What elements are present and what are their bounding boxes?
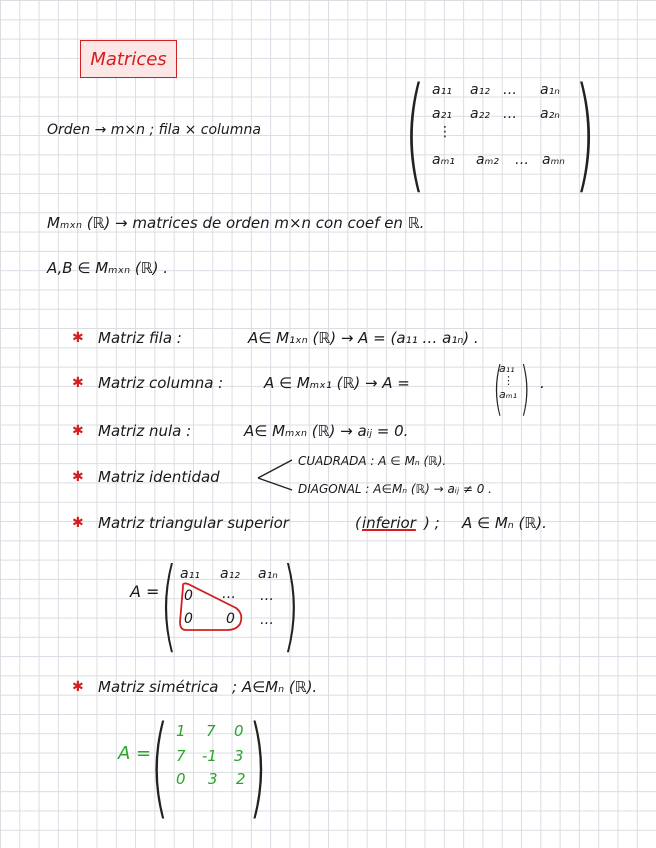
matrix-cell: a₂ₙ: [540, 106, 560, 122]
matrix-cell: 0: [226, 611, 235, 627]
general-matrix-right-paren: ): [574, 62, 596, 206]
identity-branch-down-line: [258, 478, 292, 490]
ab-line: A,B ∈ Mₘₓₙ (ℝ) .: [47, 259, 169, 277]
bullet-icon: ✱: [72, 423, 84, 439]
matrix-cell: …: [503, 106, 517, 122]
bullet-icon: ✱: [72, 679, 84, 695]
bullet-icon: ✱: [72, 469, 84, 485]
symmetric-left-paren: (: [150, 702, 170, 830]
page-title: Matrices: [90, 48, 167, 70]
symmetric-right-paren: ): [248, 702, 268, 830]
matrix-cell: …: [515, 152, 529, 168]
general-matrix-left-paren: (: [404, 62, 426, 206]
matrix-cell: 7: [176, 747, 186, 765]
paren-open: (: [355, 514, 361, 532]
column-vector-cell: ⋮: [503, 374, 514, 387]
matrix-cell: 0: [176, 770, 186, 788]
column-vector-right-paren: ): [520, 354, 531, 422]
matrix-cell: aₘₙ: [542, 152, 565, 168]
matrix-cell: 3: [208, 770, 218, 788]
triangle-highlight: [180, 583, 241, 630]
matrix-cell: 0: [184, 588, 193, 604]
matrix-cell: ⋮: [438, 124, 452, 140]
item-text: A ∈ Mₙ (ℝ).: [462, 514, 547, 532]
matrix-cell: a₁₂: [470, 82, 490, 98]
matrix-cell: …: [260, 612, 274, 628]
item-text: A∈ Mₘₓₙ (ℝ) → aᵢⱼ = 0.: [244, 422, 409, 440]
item-label: Matriz identidad: [98, 468, 220, 486]
matrix-cell: …: [503, 82, 517, 98]
matrix-cell: 1: [176, 722, 186, 740]
column-vector-left-paren: (: [493, 354, 504, 422]
matrix-cell: 0: [184, 611, 193, 627]
item-text: ; A∈Mₙ (ℝ).: [232, 678, 318, 696]
item-text: A∈ M₁ₓₙ (ℝ) → A = (a₁₁ … a₁ₙ) .: [248, 329, 479, 347]
item-text: A ∈ Mₘₓ₁ (ℝ) → A =: [264, 374, 410, 392]
matrix-cell: a₁₁: [180, 566, 200, 582]
item-end: .: [540, 374, 545, 392]
bullet-icon: ✱: [72, 330, 84, 346]
definition-line: Mₘₓₙ (ℝ) → matrices de orden m×n con coef en ℝ.: [47, 214, 425, 232]
item-label: Matriz columna :: [98, 374, 224, 392]
matrix-cell: 3: [234, 747, 244, 765]
item-label: Matriz triangular superior: [98, 514, 289, 532]
order-line: Orden → m×n ; fila × columna: [47, 122, 261, 138]
bullet-icon: ✱: [72, 375, 84, 391]
column-vector-cell: aₘ₁: [499, 388, 518, 401]
matrix-cell: aₘ₂: [476, 152, 499, 168]
triangular-left-paren: (: [160, 546, 178, 663]
matrix-cell: a₁ₙ: [540, 82, 560, 98]
matrix-cell: aₘ₁: [432, 152, 455, 168]
identity-branch-cuadrada: CUADRADA : A ∈ Mₙ (ℝ).: [298, 454, 447, 468]
inferior-word: inferior: [362, 514, 416, 532]
identity-branch-diagonal: DIAGONAL : A∈Mₙ (ℝ) → aᵢⱼ ≠ 0 .: [298, 482, 492, 496]
triangular-matrix-label: A =: [130, 582, 160, 601]
item-label: Matriz simétrica: [98, 678, 219, 696]
symmetric-matrix-label: A =: [118, 743, 152, 764]
item-label: Matriz fila :: [98, 329, 182, 347]
triangular-right-paren: ): [282, 546, 300, 663]
paren-close: ) ;: [424, 514, 440, 532]
matrix-cell: a₁ₙ: [258, 566, 278, 582]
matrix-cell: a₂₂: [470, 106, 490, 122]
matrix-cell: a₂₁: [432, 106, 452, 122]
matrix-cell: 0: [234, 722, 244, 740]
matrix-cell: a₁₁: [432, 82, 452, 98]
identity-branch-up-line: [258, 460, 292, 478]
matrix-cell: …: [222, 586, 236, 602]
matrix-cell: -1: [202, 747, 217, 765]
bullet-icon: ✱: [72, 515, 84, 531]
matrix-cell: …: [260, 588, 274, 604]
item-label: Matriz nula :: [98, 422, 192, 440]
matrix-cell: 2: [236, 770, 246, 788]
column-vector-cell: a₁₁: [499, 362, 515, 375]
matrix-cell: 7: [206, 722, 216, 740]
matrix-cell: a₁₂: [220, 566, 240, 582]
